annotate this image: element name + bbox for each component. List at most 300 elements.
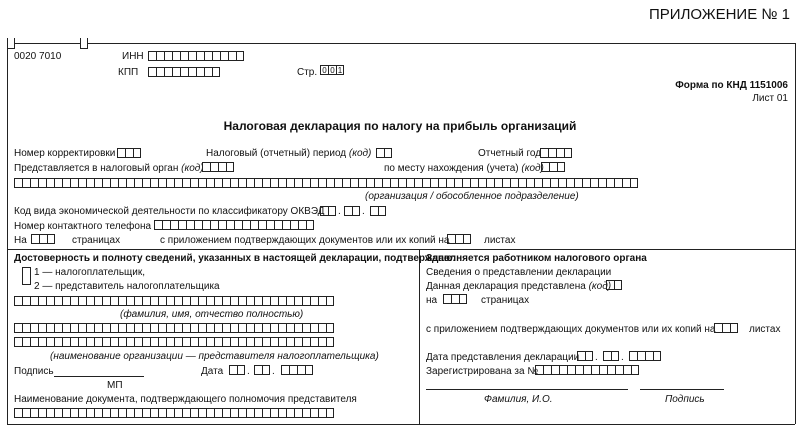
input-cell[interactable] xyxy=(294,408,302,418)
input-cell[interactable] xyxy=(54,337,62,347)
input-cell[interactable] xyxy=(62,178,70,188)
input-cell[interactable] xyxy=(246,296,254,306)
input-cell[interactable] xyxy=(631,365,639,375)
input-cell[interactable] xyxy=(70,296,78,306)
submission-year-field[interactable] xyxy=(629,351,661,361)
input-cell[interactable] xyxy=(326,178,334,188)
input-cell[interactable] xyxy=(281,365,289,375)
input-cell[interactable] xyxy=(174,178,182,188)
input-cell[interactable] xyxy=(494,178,502,188)
input-cell[interactable] xyxy=(270,296,278,306)
input-cell[interactable] xyxy=(350,178,358,188)
input-cell[interactable] xyxy=(328,206,336,216)
input-cell[interactable] xyxy=(206,337,214,347)
input-cell[interactable] xyxy=(22,178,30,188)
input-cell[interactable] xyxy=(78,323,86,333)
input-cell[interactable] xyxy=(22,337,30,347)
input-cell[interactable] xyxy=(302,323,310,333)
input-cell[interactable] xyxy=(198,337,206,347)
input-cell[interactable] xyxy=(318,337,326,347)
input-cell[interactable] xyxy=(582,178,590,188)
input-cell[interactable] xyxy=(14,296,22,306)
input-cell[interactable] xyxy=(286,323,294,333)
input-cell[interactable] xyxy=(214,178,222,188)
date-day-field[interactable] xyxy=(229,365,245,375)
input-cell[interactable] xyxy=(70,323,78,333)
input-cell[interactable] xyxy=(31,234,39,244)
submission-day-field[interactable] xyxy=(577,351,593,361)
input-cell[interactable] xyxy=(502,178,510,188)
input-cell[interactable] xyxy=(278,296,286,306)
input-cell[interactable] xyxy=(133,148,141,158)
input-cell[interactable] xyxy=(70,408,78,418)
input-cell[interactable] xyxy=(310,337,318,347)
input-cell[interactable] xyxy=(142,408,150,418)
input-cell[interactable] xyxy=(102,408,110,418)
input-cell[interactable] xyxy=(274,220,282,230)
input-cell[interactable] xyxy=(156,67,164,77)
input-cell[interactable] xyxy=(585,351,593,361)
input-cell[interactable] xyxy=(134,178,142,188)
input-cell[interactable] xyxy=(150,408,158,418)
input-cell[interactable] xyxy=(622,178,630,188)
input-cell[interactable] xyxy=(270,408,278,418)
input-cell[interactable] xyxy=(310,408,318,418)
input-cell[interactable] xyxy=(190,337,198,347)
input-cell[interactable] xyxy=(94,337,102,347)
input-cell[interactable] xyxy=(62,408,70,418)
input-cell[interactable] xyxy=(214,337,222,347)
input-cell[interactable] xyxy=(188,51,196,61)
tax-organ-field[interactable] xyxy=(202,162,234,172)
input-cell[interactable] xyxy=(430,178,438,188)
input-cell[interactable] xyxy=(541,162,549,172)
input-cell[interactable] xyxy=(334,178,342,188)
input-cell[interactable] xyxy=(344,206,352,216)
input-cell[interactable] xyxy=(150,323,158,333)
input-cell[interactable] xyxy=(228,51,236,61)
input-cell[interactable] xyxy=(302,408,310,418)
input-cell[interactable] xyxy=(326,296,334,306)
input-cell[interactable] xyxy=(164,67,172,77)
input-cell[interactable] xyxy=(126,296,134,306)
input-cell[interactable] xyxy=(302,178,310,188)
input-cell[interactable] xyxy=(222,408,230,418)
input-cell[interactable] xyxy=(352,206,360,216)
input-cell[interactable] xyxy=(70,337,78,347)
input-cell[interactable] xyxy=(289,365,297,375)
input-cell[interactable] xyxy=(294,323,302,333)
input-cell[interactable] xyxy=(150,337,158,347)
input-cell[interactable] xyxy=(222,323,230,333)
input-cell[interactable] xyxy=(286,408,294,418)
input-cell[interactable] xyxy=(550,178,558,188)
input-cell[interactable] xyxy=(134,337,142,347)
input-cell[interactable] xyxy=(376,148,384,158)
input-cell[interactable] xyxy=(254,365,262,375)
input-cell[interactable] xyxy=(298,220,306,230)
input-cell[interactable] xyxy=(118,296,126,306)
input-cell[interactable] xyxy=(384,148,392,158)
input-cell[interactable] xyxy=(534,178,542,188)
input-cell[interactable] xyxy=(78,296,86,306)
input-cell[interactable] xyxy=(236,51,244,61)
input-cell[interactable] xyxy=(478,178,486,188)
input-cell[interactable] xyxy=(577,351,585,361)
input-cell[interactable] xyxy=(286,296,294,306)
input-cell[interactable] xyxy=(559,365,567,375)
input-cell[interactable] xyxy=(118,408,126,418)
correction-field[interactable] xyxy=(117,148,141,158)
input-cell[interactable] xyxy=(443,294,451,304)
input-cell[interactable] xyxy=(278,323,286,333)
input-cell[interactable] xyxy=(30,296,38,306)
input-cell[interactable] xyxy=(302,337,310,347)
input-cell[interactable] xyxy=(230,408,238,418)
input-cell[interactable] xyxy=(134,296,142,306)
input-cell[interactable] xyxy=(38,408,46,418)
input-cell[interactable] xyxy=(186,220,194,230)
input-cell[interactable] xyxy=(583,365,591,375)
okved-field-3[interactable] xyxy=(370,206,386,216)
input-cell[interactable] xyxy=(614,178,622,188)
input-cell[interactable] xyxy=(549,162,557,172)
input-cell[interactable] xyxy=(158,296,166,306)
input-cell[interactable] xyxy=(206,296,214,306)
input-cell[interactable] xyxy=(282,220,290,230)
input-cell[interactable] xyxy=(22,296,30,306)
input-cell[interactable] xyxy=(270,178,278,188)
input-cell[interactable] xyxy=(714,323,722,333)
input-cell[interactable] xyxy=(86,408,94,418)
input-cell[interactable] xyxy=(117,148,125,158)
input-cell[interactable] xyxy=(214,323,222,333)
kpp-field[interactable] xyxy=(148,67,220,77)
input-cell[interactable] xyxy=(302,296,310,306)
input-cell[interactable] xyxy=(172,67,180,77)
input-cell[interactable] xyxy=(447,234,455,244)
input-cell[interactable] xyxy=(162,220,170,230)
right-sheets-field[interactable] xyxy=(714,323,738,333)
input-cell[interactable] xyxy=(38,178,46,188)
okved-field-1[interactable] xyxy=(320,206,336,216)
input-cell[interactable] xyxy=(730,323,738,333)
input-cell[interactable] xyxy=(188,67,196,77)
input-cell[interactable] xyxy=(14,323,22,333)
input-cell[interactable] xyxy=(722,323,730,333)
input-cell[interactable] xyxy=(254,296,262,306)
input-cell[interactable] xyxy=(158,408,166,418)
input-cell[interactable] xyxy=(226,220,234,230)
signer-type-field[interactable] xyxy=(22,267,31,285)
input-cell[interactable] xyxy=(206,408,214,418)
input-cell[interactable] xyxy=(94,296,102,306)
input-cell[interactable] xyxy=(629,351,637,361)
input-cell[interactable] xyxy=(126,178,134,188)
input-cell[interactable] xyxy=(557,162,565,172)
input-cell[interactable] xyxy=(526,178,534,188)
input-cell[interactable] xyxy=(446,178,454,188)
input-cell[interactable] xyxy=(142,178,150,188)
input-cell[interactable] xyxy=(222,296,230,306)
input-cell[interactable] xyxy=(218,220,226,230)
input-cell[interactable] xyxy=(558,178,566,188)
input-cell[interactable] xyxy=(166,178,174,188)
input-cell[interactable] xyxy=(30,178,38,188)
input-cell[interactable] xyxy=(310,178,318,188)
input-cell[interactable] xyxy=(78,178,86,188)
input-cell[interactable] xyxy=(230,337,238,347)
input-cell[interactable] xyxy=(438,178,446,188)
input-cell[interactable] xyxy=(238,408,246,418)
input-cell[interactable] xyxy=(262,337,270,347)
input-cell[interactable] xyxy=(148,67,156,77)
input-cell[interactable] xyxy=(611,351,619,361)
input-cell[interactable] xyxy=(204,51,212,61)
input-cell[interactable] xyxy=(398,178,406,188)
input-cell[interactable] xyxy=(22,323,30,333)
input-cell[interactable] xyxy=(158,178,166,188)
input-cell[interactable] xyxy=(266,220,274,230)
input-cell[interactable] xyxy=(535,365,543,375)
input-cell[interactable] xyxy=(542,178,550,188)
organization-name-field[interactable] xyxy=(14,178,638,188)
input-cell[interactable] xyxy=(218,162,226,172)
input-cell[interactable] xyxy=(198,296,206,306)
input-cell[interactable] xyxy=(318,408,326,418)
input-cell[interactable] xyxy=(210,162,218,172)
input-cell[interactable] xyxy=(254,323,262,333)
input-cell[interactable] xyxy=(126,323,134,333)
input-cell[interactable] xyxy=(70,178,78,188)
input-cell[interactable] xyxy=(297,365,305,375)
input-cell[interactable] xyxy=(38,296,46,306)
input-cell[interactable] xyxy=(142,296,150,306)
input-cell[interactable] xyxy=(206,323,214,333)
input-cell[interactable] xyxy=(270,323,278,333)
input-cell[interactable] xyxy=(94,178,102,188)
input-cell[interactable] xyxy=(118,323,126,333)
input-cell[interactable] xyxy=(110,408,118,418)
submission-month-field[interactable] xyxy=(603,351,619,361)
input-cell[interactable] xyxy=(46,323,54,333)
input-cell[interactable] xyxy=(262,408,270,418)
input-cell[interactable] xyxy=(172,51,180,61)
input-cell[interactable] xyxy=(142,323,150,333)
input-cell[interactable] xyxy=(166,296,174,306)
input-cell[interactable] xyxy=(653,351,661,361)
input-cell[interactable] xyxy=(575,365,583,375)
input-cell[interactable] xyxy=(318,178,326,188)
input-cell[interactable] xyxy=(254,408,262,418)
input-cell[interactable] xyxy=(94,408,102,418)
input-cell[interactable] xyxy=(366,178,374,188)
input-cell[interactable] xyxy=(156,51,164,61)
input-cell[interactable] xyxy=(86,178,94,188)
officer-signature-line[interactable] xyxy=(640,389,724,390)
input-cell[interactable] xyxy=(210,220,218,230)
input-cell[interactable] xyxy=(126,337,134,347)
input-cell[interactable] xyxy=(310,296,318,306)
inn-field[interactable] xyxy=(148,51,244,61)
input-cell[interactable] xyxy=(212,67,220,77)
input-cell[interactable] xyxy=(39,234,47,244)
input-cell[interactable] xyxy=(603,351,611,361)
input-cell[interactable] xyxy=(174,296,182,306)
input-cell[interactable] xyxy=(214,296,222,306)
input-cell[interactable] xyxy=(47,234,55,244)
input-cell[interactable] xyxy=(30,408,38,418)
input-cell[interactable] xyxy=(110,178,118,188)
input-cell[interactable] xyxy=(174,408,182,418)
input-cell[interactable] xyxy=(46,337,54,347)
input-cell[interactable] xyxy=(182,296,190,306)
input-cell[interactable] xyxy=(166,408,174,418)
registration-number-field[interactable] xyxy=(535,365,639,375)
input-cell[interactable] xyxy=(294,337,302,347)
input-cell[interactable] xyxy=(125,148,133,158)
input-cell[interactable] xyxy=(78,408,86,418)
input-cell[interactable] xyxy=(86,337,94,347)
input-cell[interactable] xyxy=(30,337,38,347)
year-field[interactable] xyxy=(540,148,572,158)
input-cell[interactable] xyxy=(510,178,518,188)
input-cell[interactable] xyxy=(102,178,110,188)
input-cell[interactable] xyxy=(598,178,606,188)
input-cell[interactable] xyxy=(46,408,54,418)
input-cell[interactable] xyxy=(262,296,270,306)
input-cell[interactable] xyxy=(190,323,198,333)
input-cell[interactable] xyxy=(202,220,210,230)
right-pages-field[interactable] xyxy=(443,294,467,304)
input-cell[interactable] xyxy=(194,220,202,230)
input-cell[interactable] xyxy=(246,408,254,418)
phone-field[interactable] xyxy=(154,220,314,230)
input-cell[interactable] xyxy=(206,178,214,188)
input-cell[interactable] xyxy=(551,365,559,375)
input-cell[interactable] xyxy=(242,220,250,230)
input-cell[interactable] xyxy=(22,408,30,418)
input-cell[interactable] xyxy=(262,323,270,333)
input-cell[interactable] xyxy=(62,323,70,333)
input-cell[interactable] xyxy=(62,337,70,347)
input-cell[interactable] xyxy=(14,337,22,347)
input-cell[interactable] xyxy=(645,351,653,361)
input-cell[interactable] xyxy=(226,162,234,172)
input-cell[interactable] xyxy=(370,206,378,216)
input-cell[interactable] xyxy=(86,296,94,306)
input-cell[interactable] xyxy=(110,337,118,347)
input-cell[interactable] xyxy=(486,178,494,188)
input-cell[interactable] xyxy=(459,294,467,304)
input-cell[interactable] xyxy=(254,178,262,188)
input-cell[interactable] xyxy=(182,323,190,333)
input-cell[interactable] xyxy=(118,178,126,188)
input-cell[interactable] xyxy=(294,296,302,306)
input-cell[interactable] xyxy=(286,178,294,188)
input-cell[interactable] xyxy=(78,337,86,347)
input-cell[interactable] xyxy=(606,280,614,290)
input-cell[interactable] xyxy=(212,51,220,61)
input-cell[interactable] xyxy=(182,337,190,347)
input-cell[interactable] xyxy=(556,148,564,158)
input-cell[interactable] xyxy=(246,323,254,333)
input-cell[interactable] xyxy=(278,178,286,188)
input-cell[interactable] xyxy=(150,296,158,306)
input-cell[interactable] xyxy=(342,178,350,188)
input-cell[interactable] xyxy=(238,296,246,306)
input-cell[interactable] xyxy=(454,178,462,188)
input-cell[interactable] xyxy=(118,337,126,347)
input-cell[interactable] xyxy=(564,148,572,158)
page-number-field[interactable] xyxy=(320,65,344,75)
input-cell[interactable] xyxy=(230,296,238,306)
input-cell[interactable] xyxy=(182,408,190,418)
input-cell[interactable] xyxy=(637,351,645,361)
input-cell[interactable] xyxy=(470,178,478,188)
input-cell[interactable] xyxy=(190,296,198,306)
input-cell[interactable] xyxy=(320,206,328,216)
input-cell[interactable] xyxy=(543,365,551,375)
input-cell[interactable] xyxy=(574,178,582,188)
input-cell[interactable] xyxy=(126,408,134,418)
date-month-field[interactable] xyxy=(254,365,270,375)
input-cell[interactable] xyxy=(190,178,198,188)
input-cell[interactable] xyxy=(230,178,238,188)
input-cell[interactable] xyxy=(38,337,46,347)
input-cell[interactable] xyxy=(306,220,314,230)
input-cell[interactable] xyxy=(326,408,334,418)
input-cell[interactable] xyxy=(102,296,110,306)
input-cell[interactable] xyxy=(614,280,622,290)
input-cell[interactable] xyxy=(54,408,62,418)
input-cell[interactable] xyxy=(182,178,190,188)
input-cell[interactable] xyxy=(46,178,54,188)
input-cell[interactable] xyxy=(286,337,294,347)
officer-name-line[interactable] xyxy=(426,389,628,390)
input-cell[interactable] xyxy=(238,323,246,333)
input-cell[interactable] xyxy=(262,178,270,188)
input-cell[interactable] xyxy=(246,337,254,347)
input-cell[interactable] xyxy=(38,323,46,333)
input-cell[interactable] xyxy=(548,148,556,158)
input-cell[interactable] xyxy=(305,365,313,375)
input-cell[interactable] xyxy=(110,296,118,306)
pages-field[interactable] xyxy=(31,234,55,244)
input-cell[interactable] xyxy=(164,51,172,61)
input-cell[interactable] xyxy=(278,408,286,418)
org-field-1[interactable] xyxy=(14,323,334,333)
input-cell[interactable] xyxy=(270,337,278,347)
input-cell[interactable] xyxy=(630,178,638,188)
input-cell[interactable] xyxy=(540,148,548,158)
input-cell[interactable] xyxy=(142,337,150,347)
input-cell[interactable] xyxy=(567,365,575,375)
input-cell[interactable] xyxy=(14,178,22,188)
input-cell[interactable] xyxy=(230,323,238,333)
input-cell[interactable] xyxy=(250,220,258,230)
input-cell[interactable] xyxy=(170,220,178,230)
input-cell[interactable] xyxy=(623,365,631,375)
input-cell[interactable] xyxy=(180,51,188,61)
input-cell[interactable] xyxy=(246,178,254,188)
input-cell[interactable] xyxy=(290,220,298,230)
input-cell[interactable] xyxy=(196,67,204,77)
input-cell[interactable] xyxy=(150,178,158,188)
input-cell[interactable] xyxy=(358,178,366,188)
input-cell[interactable] xyxy=(590,178,598,188)
input-cell[interactable] xyxy=(158,323,166,333)
